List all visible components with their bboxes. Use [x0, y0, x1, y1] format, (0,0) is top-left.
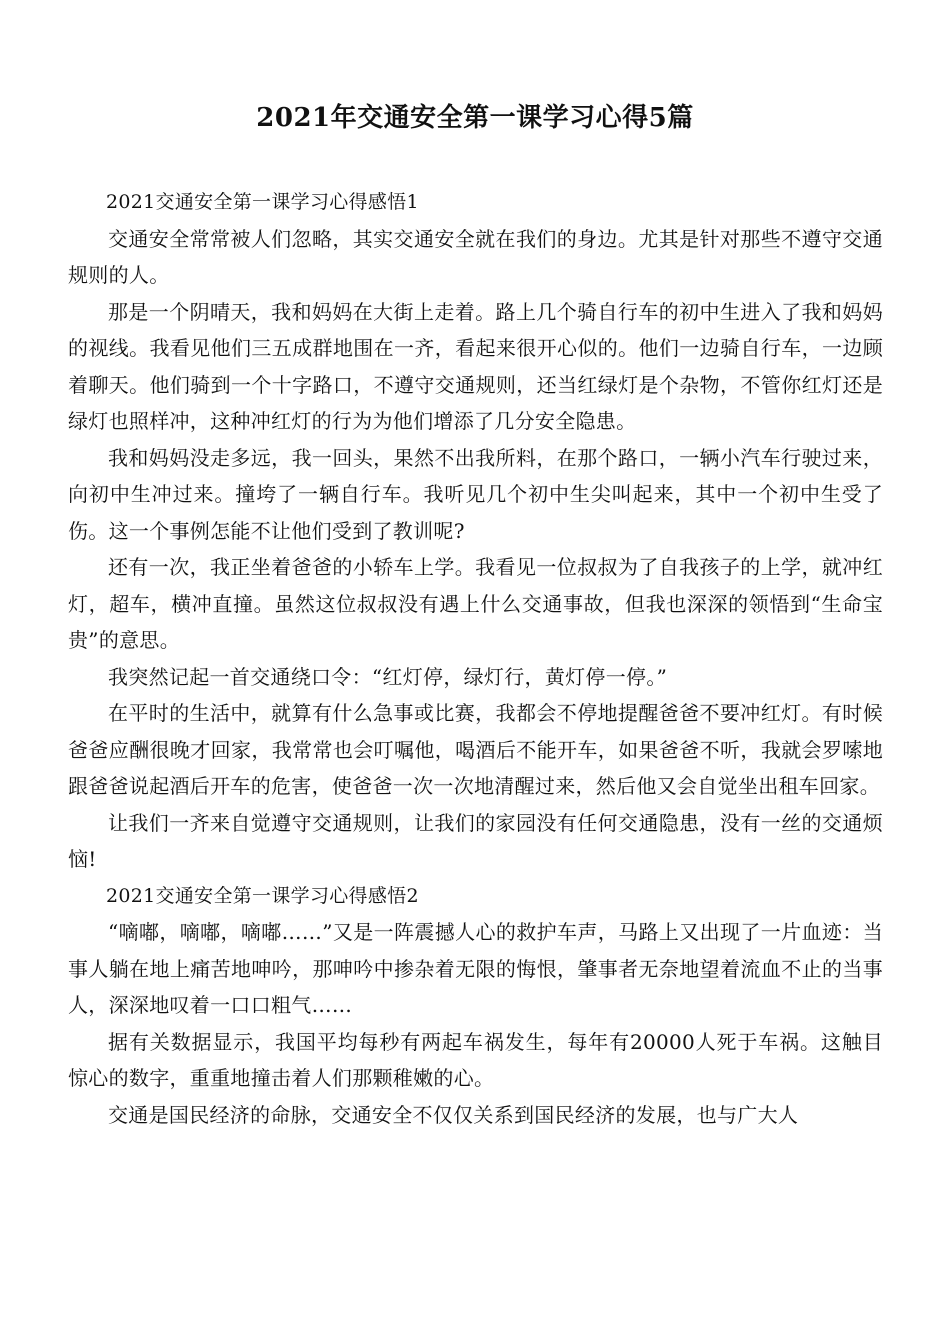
- paragraph: “嘀嘟，嘀嘟，嘀嘟……”又是一阵震撼人心的救护车声，马路上又出现了一片血迹：当事人躺在地上痛苦地呻吟，那呻吟中掺杂着无限的悔恨，肇事者无奈地望着流血不止的当事人，深深地叹着一口口粗气……: [68, 920, 883, 1017]
- paragraph: 我突然记起一首交通绕口令：“红灯停，绿灯行，黄灯停一停。”: [108, 664, 668, 689]
- paragraph: 让我们一齐来自觉遵守交通规则，让我们的家园没有任何交通隐患，没有一丝的交通烦恼!: [68, 810, 883, 871]
- paragraph: 据有关数据显示，我国平均每秒有两起车祸发生，每年有20000人死于车祸。这触目惊心的数字，重重地撞击着人们那颗稚嫩的心。: [68, 1029, 883, 1090]
- section-heading-2: 2021交通安全第一课学习心得感悟2: [106, 884, 419, 907]
- document-body: [68, 184, 883, 1133]
- paragraph: 我和妈妈没走多远，我一回头，果然不出我所料，在那个路口，一辆小汽车行驶过来，向初中生冲过来。撞垮了一辆自行车。我听见几个初中生尖叫起来，其中一个初中生受了伤。这一个事例怎能不让他们受到了教训呢?: [68, 445, 883, 543]
- paragraph: 那是一个阴晴天，我和妈妈在大街上走着。路上几个骑自行车的初中生进入了我和妈妈的视线。我看见他们三五成群地围在一齐，看起来很开心似的。他们一边骑自行车，一边顾着聊天。他们骑到一个十字路口，不遵守交通规则，还当红绿灯是个杂物，不管你红灯还是绿灯也照样冲，这种冲红灯的行为为他们增添了几分安全隐患。: [68, 299, 883, 433]
- paragraph: 在平时的生活中，就算有什么急事或比赛，我都会不停地提醒爸爸不要冲红灯。有时候爸爸应酬很晚才回家，我常常也会叮嘱他，喝酒后不能开车，如果爸爸不听，我就会罗嗦地跟爸爸说起酒后开车的危害，使爸爸一次一次地清醒过来，然后他又会自觉坐出租车回家。: [68, 701, 883, 798]
- document-title: 2021年交通安全第一课学习心得5篇: [256, 103, 694, 133]
- paragraph: 交通是国民经济的命脉，交通安全不仅仅关系到国民经济的发展，也与广大人: [108, 1102, 799, 1127]
- paragraph: 还有一次，我正坐着爸爸的小轿车上学。我看见一位叔叔为了自我孩子的上学，就冲红灯，超车，横冲直撞。虽然这位叔叔没有遇上什么交通事故，但我也深深的领悟到“生命宝贵”的意思。: [68, 555, 883, 652]
- section-heading-1: 2021交通安全第一课学习心得感悟1: [106, 191, 419, 213]
- paragraph: 交通安全常常被人们忽略，其实交通安全就在我们的身边。尤其是针对那些不遵守交通规则的人。: [68, 226, 883, 287]
